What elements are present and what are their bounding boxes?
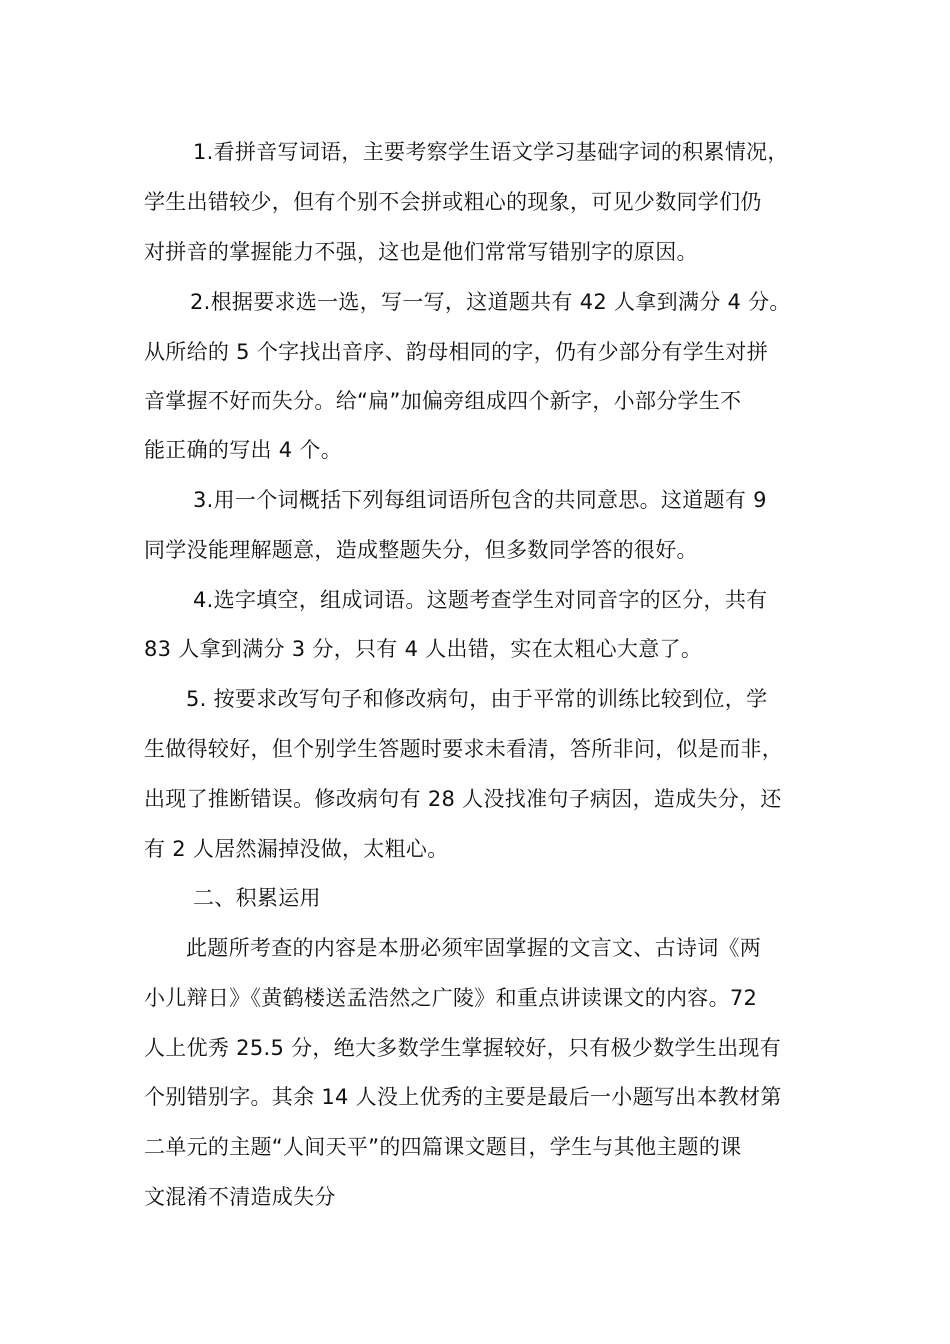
paragraph-1-line-3: 对拼音的掌握能力不强，这也是他们常常写错别字的原因。 — [144, 240, 698, 264]
paragraph-6-line-6: 文混淆不清造成失分 — [144, 1185, 336, 1209]
paragraph-4-line-1: 4.选字填空，组成词语。这题考查学生对同音字的区分，共有 — [193, 588, 768, 612]
paragraph-5-line-1: 5. 按要求改写句子和修改病句，由于平常的训练比较到位，学 — [186, 687, 768, 711]
paragraph-6-line-3: 人上优秀 25.5 分，绝大多数学生掌握较好，只有极少数学生出现有 — [144, 1036, 782, 1060]
paragraph-6-line-1: 此题所考查的内容是本册必须牢固掌握的文言文、古诗词《两 — [186, 936, 762, 960]
paragraph-5-line-2: 生做得较好，但个别学生答题时要求未看清，答所非问，似是而非， — [144, 737, 783, 761]
paragraph-5-line-4: 有 2 人居然漏掉没做，太粗心。 — [144, 837, 449, 861]
paragraph-6-line-4: 个别错别字。其余 14 人没上优秀的主要是最后一小题写出本教材第 — [144, 1085, 782, 1109]
paragraph-3-line-1: 3.用一个词概括下列每组词语所包含的共同意思。这道题有 9 — [193, 488, 767, 512]
paragraph-2-line-4: 能正确的写出 4 个。 — [144, 438, 343, 462]
paragraph-6-line-2: 小儿辩日》《黄鹤楼送孟浩然之广陵》和重点讲读课文的内容。72 — [144, 986, 758, 1010]
paragraph-2-line-1: 2.根据要求选一选，写一写，这道题共有 42 人拿到满分 4 分。 — [190, 290, 791, 314]
paragraph-3-line-2: 同学没能理解题意，造成整题失分，但多数同学答的很好。 — [144, 538, 698, 562]
paragraph-2-line-3: 音掌握不好而失分。给“扁”加偏旁组成四个新字，小部分学生不 — [144, 389, 742, 413]
paragraph-1-line-2: 学生出错较少，但有个别不会拼或粗心的现象，可见少数同学们仍 — [144, 190, 762, 214]
paragraph-4-line-2: 83 人拿到满分 3 分，只有 4 人出错，实在太粗心大意了。 — [144, 637, 703, 661]
paragraph-6-line-5: 二单元的主题“人间天平”的四篇课文题目，学生与其他主题的课 — [144, 1135, 742, 1159]
paragraph-5-line-3: 出现了推断错误。修改病句有 28 人没找准句子病因，造成失分，还 — [144, 787, 782, 811]
section-heading: 二、积累运用 — [193, 886, 321, 910]
paragraph-1-line-1: 1.看拼音写词语，主要考察学生语文学习基础字词的积累情况， — [193, 140, 789, 164]
paragraph-2-line-2: 从所给的 5 个字找出音序、韵母相同的字，仍有少部分有学生对拼 — [144, 340, 769, 364]
